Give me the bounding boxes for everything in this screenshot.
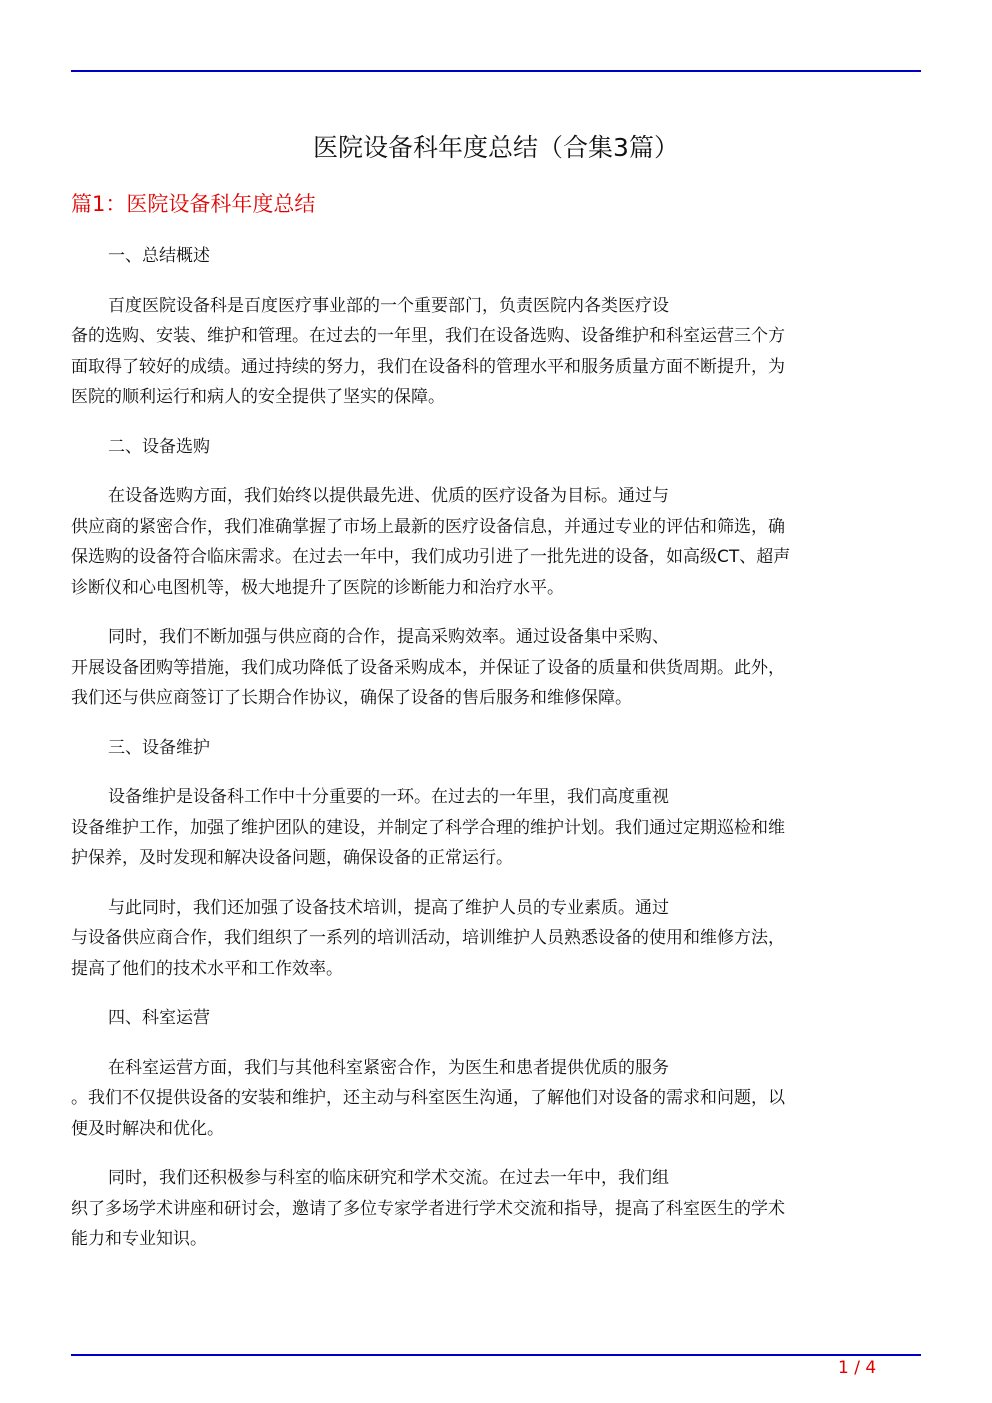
- section-heading: 二、设备选购: [108, 436, 210, 457]
- document-title: 医院设备科年度总结（合集3篇）: [313, 133, 679, 162]
- section-heading: 三、设备维护: [108, 737, 210, 758]
- paragraph-line: 与设备供应商合作，我们组织了一系列的培训活动，培训维护人员熟悉设备的使用和维修方法，: [71, 928, 785, 948]
- paragraph-line: 保选购的设备符合临床需求。在过去一年中，我们成功引进了一批先进的设备，如高级CT、超声: [71, 547, 791, 567]
- paragraph: [71, 1163, 921, 1255]
- paragraph-line: 百度医院设备科是百度医疗事业部的一个重要部门，负责医院内各类医疗设: [108, 295, 669, 316]
- paragraph-line: 护保养，及时发现和解决设备问题，确保设备的正常运行。: [71, 848, 513, 868]
- footer-rule: [71, 1354, 921, 1356]
- paragraph-line: 在科室运营方面，我们与其他科室紧密合作，为医生和患者提供优质的服务: [108, 1057, 669, 1078]
- paragraph-line: 供应商的紧密合作，我们准确掌握了市场上最新的医疗设备信息，并通过专业的评估和筛选，确: [71, 516, 785, 537]
- paragraph: [71, 1053, 921, 1145]
- paragraph-line: 能力和专业知识。: [71, 1229, 207, 1249]
- header-rule: [71, 70, 921, 72]
- paragraph: [71, 782, 921, 874]
- paragraph-line: 我们还与供应商签订了长期合作协议，确保了设备的售后服务和维修保障。: [71, 688, 632, 708]
- paragraph-line: 设备维护工作，加强了维护团队的建设，并制定了科学合理的维护计划。我们通过定期巡检和维: [71, 817, 785, 838]
- paragraph-line: 在设备选购方面，我们始终以提供最先进、优质的医疗设备为目标。通过与: [108, 486, 669, 506]
- paragraph: [71, 622, 921, 714]
- paragraph: [71, 291, 921, 413]
- page-number: 1 / 4: [838, 1358, 877, 1378]
- paragraph-line: 备的选购、安装、维护和管理。在过去的一年里，我们在设备选购、设备维护和科室运营三个方: [71, 326, 785, 346]
- paragraph-line: 诊断仪和心电图机等，极大地提升了医院的诊断能力和治疗水平。: [71, 577, 564, 598]
- paragraph-line: 同时，我们不断加强与供应商的合作，提高采购效率。通过设备集中采购、: [108, 627, 669, 647]
- paragraph-line: 与此同时，我们还加强了设备技术培训，提高了维护人员的专业素质。通过: [108, 897, 669, 918]
- paragraph-line: 提高了他们的技术水平和工作效率。: [71, 958, 343, 979]
- paragraph-line: 开展设备团购等措施，我们成功降低了设备采购成本，并保证了设备的质量和供货周期。此外，: [71, 657, 785, 678]
- section-title: 篇1：医院设备科年度总结: [71, 192, 316, 216]
- section-heading: 一、总结概述: [108, 246, 210, 266]
- document-body: [71, 241, 921, 1274]
- paragraph: [71, 481, 921, 603]
- paragraph-line: 便及时解决和优化。: [71, 1118, 224, 1139]
- paragraph-line: 织了多场学术讲座和研讨会，邀请了多位专家学者进行学术交流和指导，提高了科室医生的学术: [71, 1198, 785, 1219]
- paragraph-line: 。我们不仅提供设备的安装和维护，还主动与科室医生沟通，了解他们对设备的需求和问题，以: [71, 1088, 785, 1108]
- paragraph: [71, 893, 921, 985]
- paragraph-line: 医院的顺利运行和病人的安全提供了坚实的保障。: [71, 387, 445, 407]
- paragraph-line: 同时，我们还积极参与科室的临床研究和学术交流。在过去一年中，我们组: [108, 1168, 669, 1188]
- paragraph-line: 面取得了较好的成绩。通过持续的努力，我们在设备科的管理水平和服务质量方面不断提升，为: [71, 356, 785, 377]
- paragraph-line: 设备维护是设备科工作中十分重要的一环。在过去的一年里，我们高度重视: [108, 787, 669, 807]
- section-heading: 四、科室运营: [108, 1008, 210, 1028]
